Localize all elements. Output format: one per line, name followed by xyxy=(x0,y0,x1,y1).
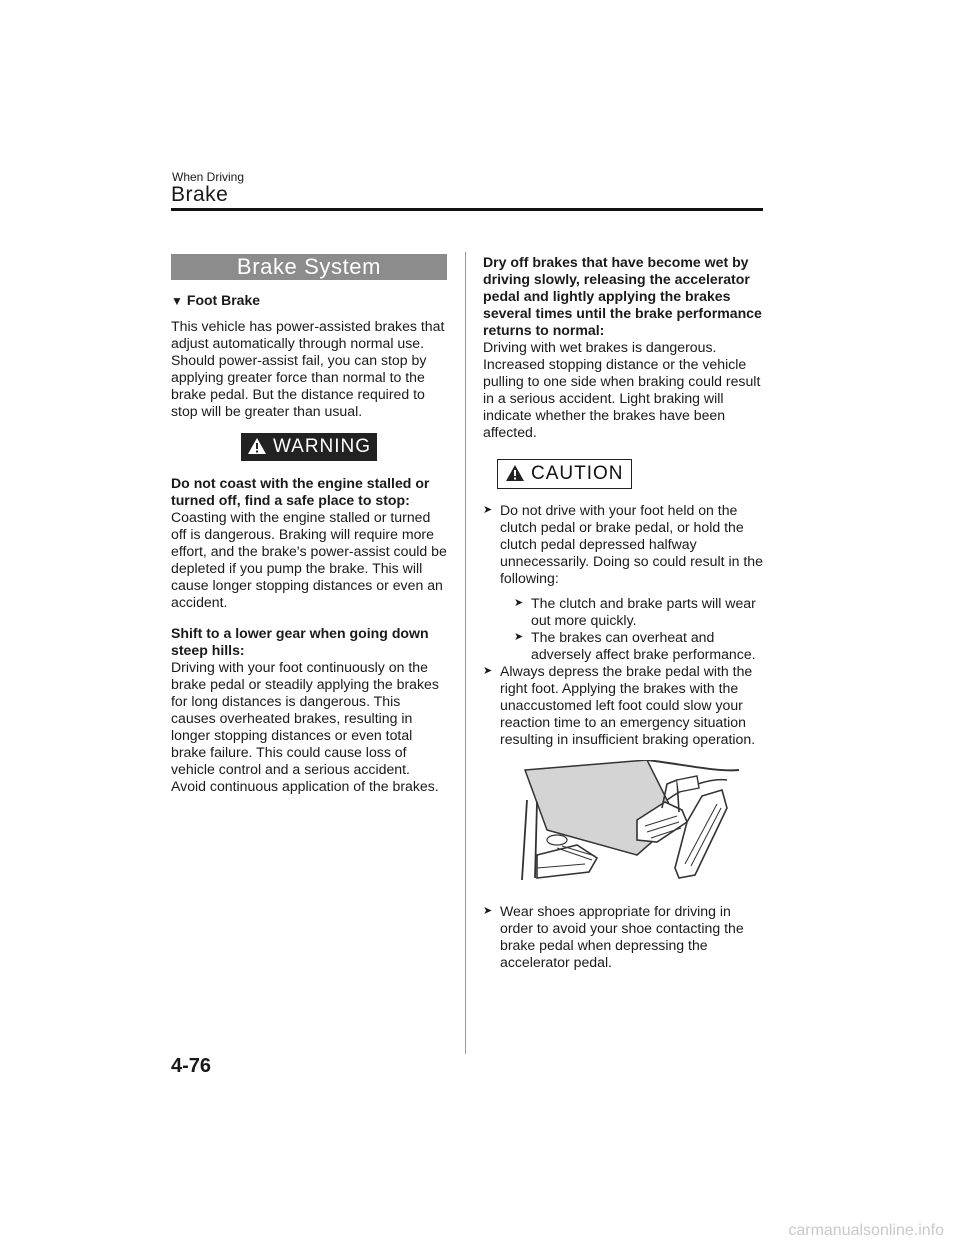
caution-item-1 xyxy=(483,502,763,663)
subhead-foot-brake xyxy=(171,292,447,308)
caution-item-2: ➤ Always depress the brake pedal with the right foot. Applying the brakes with the unaccustomed left foot could slow your reaction time to an emergency situation resulting in insufficient braking operation. xyxy=(483,663,763,748)
warning-3-body: Driving with wet brakes is dangerous. Increased stopping distance or the vehicle pulling to one side when braking could result in a serious accident. Light braking will indicate whether the brakes have been affected. xyxy=(483,339,761,440)
caution-list-2 xyxy=(483,903,763,971)
feet-on-pedals-illustration xyxy=(517,760,747,890)
caution-triangle-icon xyxy=(505,464,525,482)
caution-list xyxy=(483,502,763,748)
warning-triangle-icon xyxy=(247,437,267,455)
warning-2-title: Shift to a lower gear when going down steep hills: xyxy=(171,625,429,658)
pedal-illustration xyxy=(517,760,763,895)
column-divider xyxy=(465,252,466,1054)
warning-1-body: Coasting with the engine stalled or turned off is dangerous. Braking will require more effort, and the brake's power-assist could be depleted if you pump the brake. This will cause longer stopping distances or even an accident. xyxy=(171,509,447,610)
caution-item-1-text: Do not drive with your foot held on the clutch pedal or brake pedal, or hold the clutch pedal depressed halfway unnecessarily. Doing so could result in the following: xyxy=(500,502,763,586)
caution-subitem-1: ➤ The clutch and brake parts will wear out more quickly. xyxy=(514,595,763,629)
down-triangle-icon: ▼ xyxy=(171,294,183,308)
warning-label xyxy=(241,433,377,461)
header-rule xyxy=(171,208,763,211)
intro-paragraph-1: This vehicle has power-assisted brakes that adjust automatically through normal use. xyxy=(171,318,445,351)
warning-2-body: Driving with your foot continuously on the brake pedal or steadily applying the brakes for long distances is dangerous. This causes overheated brakes, resulting in longer stopping distances or even total brake failure. This could cause loss of vehicle control and a serious accident. Avoid continuous application of the brakes. xyxy=(171,659,439,794)
intro-paragraph-2: Should power-assist fail, you can stop by applying greater force than normal to the brake pedal. But the distance required to stop will be greater than usual. xyxy=(171,352,427,419)
caution-label-wrap xyxy=(497,459,763,489)
warning-label-text: WARNING xyxy=(272,436,372,457)
header-title: Brake xyxy=(171,183,229,206)
left-column xyxy=(171,254,447,795)
warning-label-wrap xyxy=(171,433,447,461)
caution-item-3: ➤ Wear shoes appropriate for driving in order to avoid your shoe contacting the brake pedal when depressing the accelerator pedal. xyxy=(483,903,763,971)
right-column xyxy=(483,254,763,971)
warning-3-title: Dry off brakes that have become wet by driving slowly, releasing the accelerator pedal and lightly applying the brakes several times until the brake performance returns to normal: xyxy=(483,254,762,338)
watermark: carmanualsonline.info xyxy=(788,1222,944,1239)
warning-1-title: Do not coast with the engine stalled or turned off, find a safe place to stop: xyxy=(171,475,430,508)
caution-subitem-2: ➤ The brakes can overheat and adversely affect brake performance. xyxy=(514,629,763,663)
page-number: 4-76 xyxy=(171,1055,212,1077)
caution-label xyxy=(497,459,632,489)
header-section: When Driving xyxy=(172,170,245,184)
section-banner: Brake System xyxy=(171,254,447,280)
caution-sublist xyxy=(500,595,763,663)
caution-label-text: CAUTION xyxy=(531,463,624,484)
subhead-label: Foot Brake xyxy=(186,292,261,308)
